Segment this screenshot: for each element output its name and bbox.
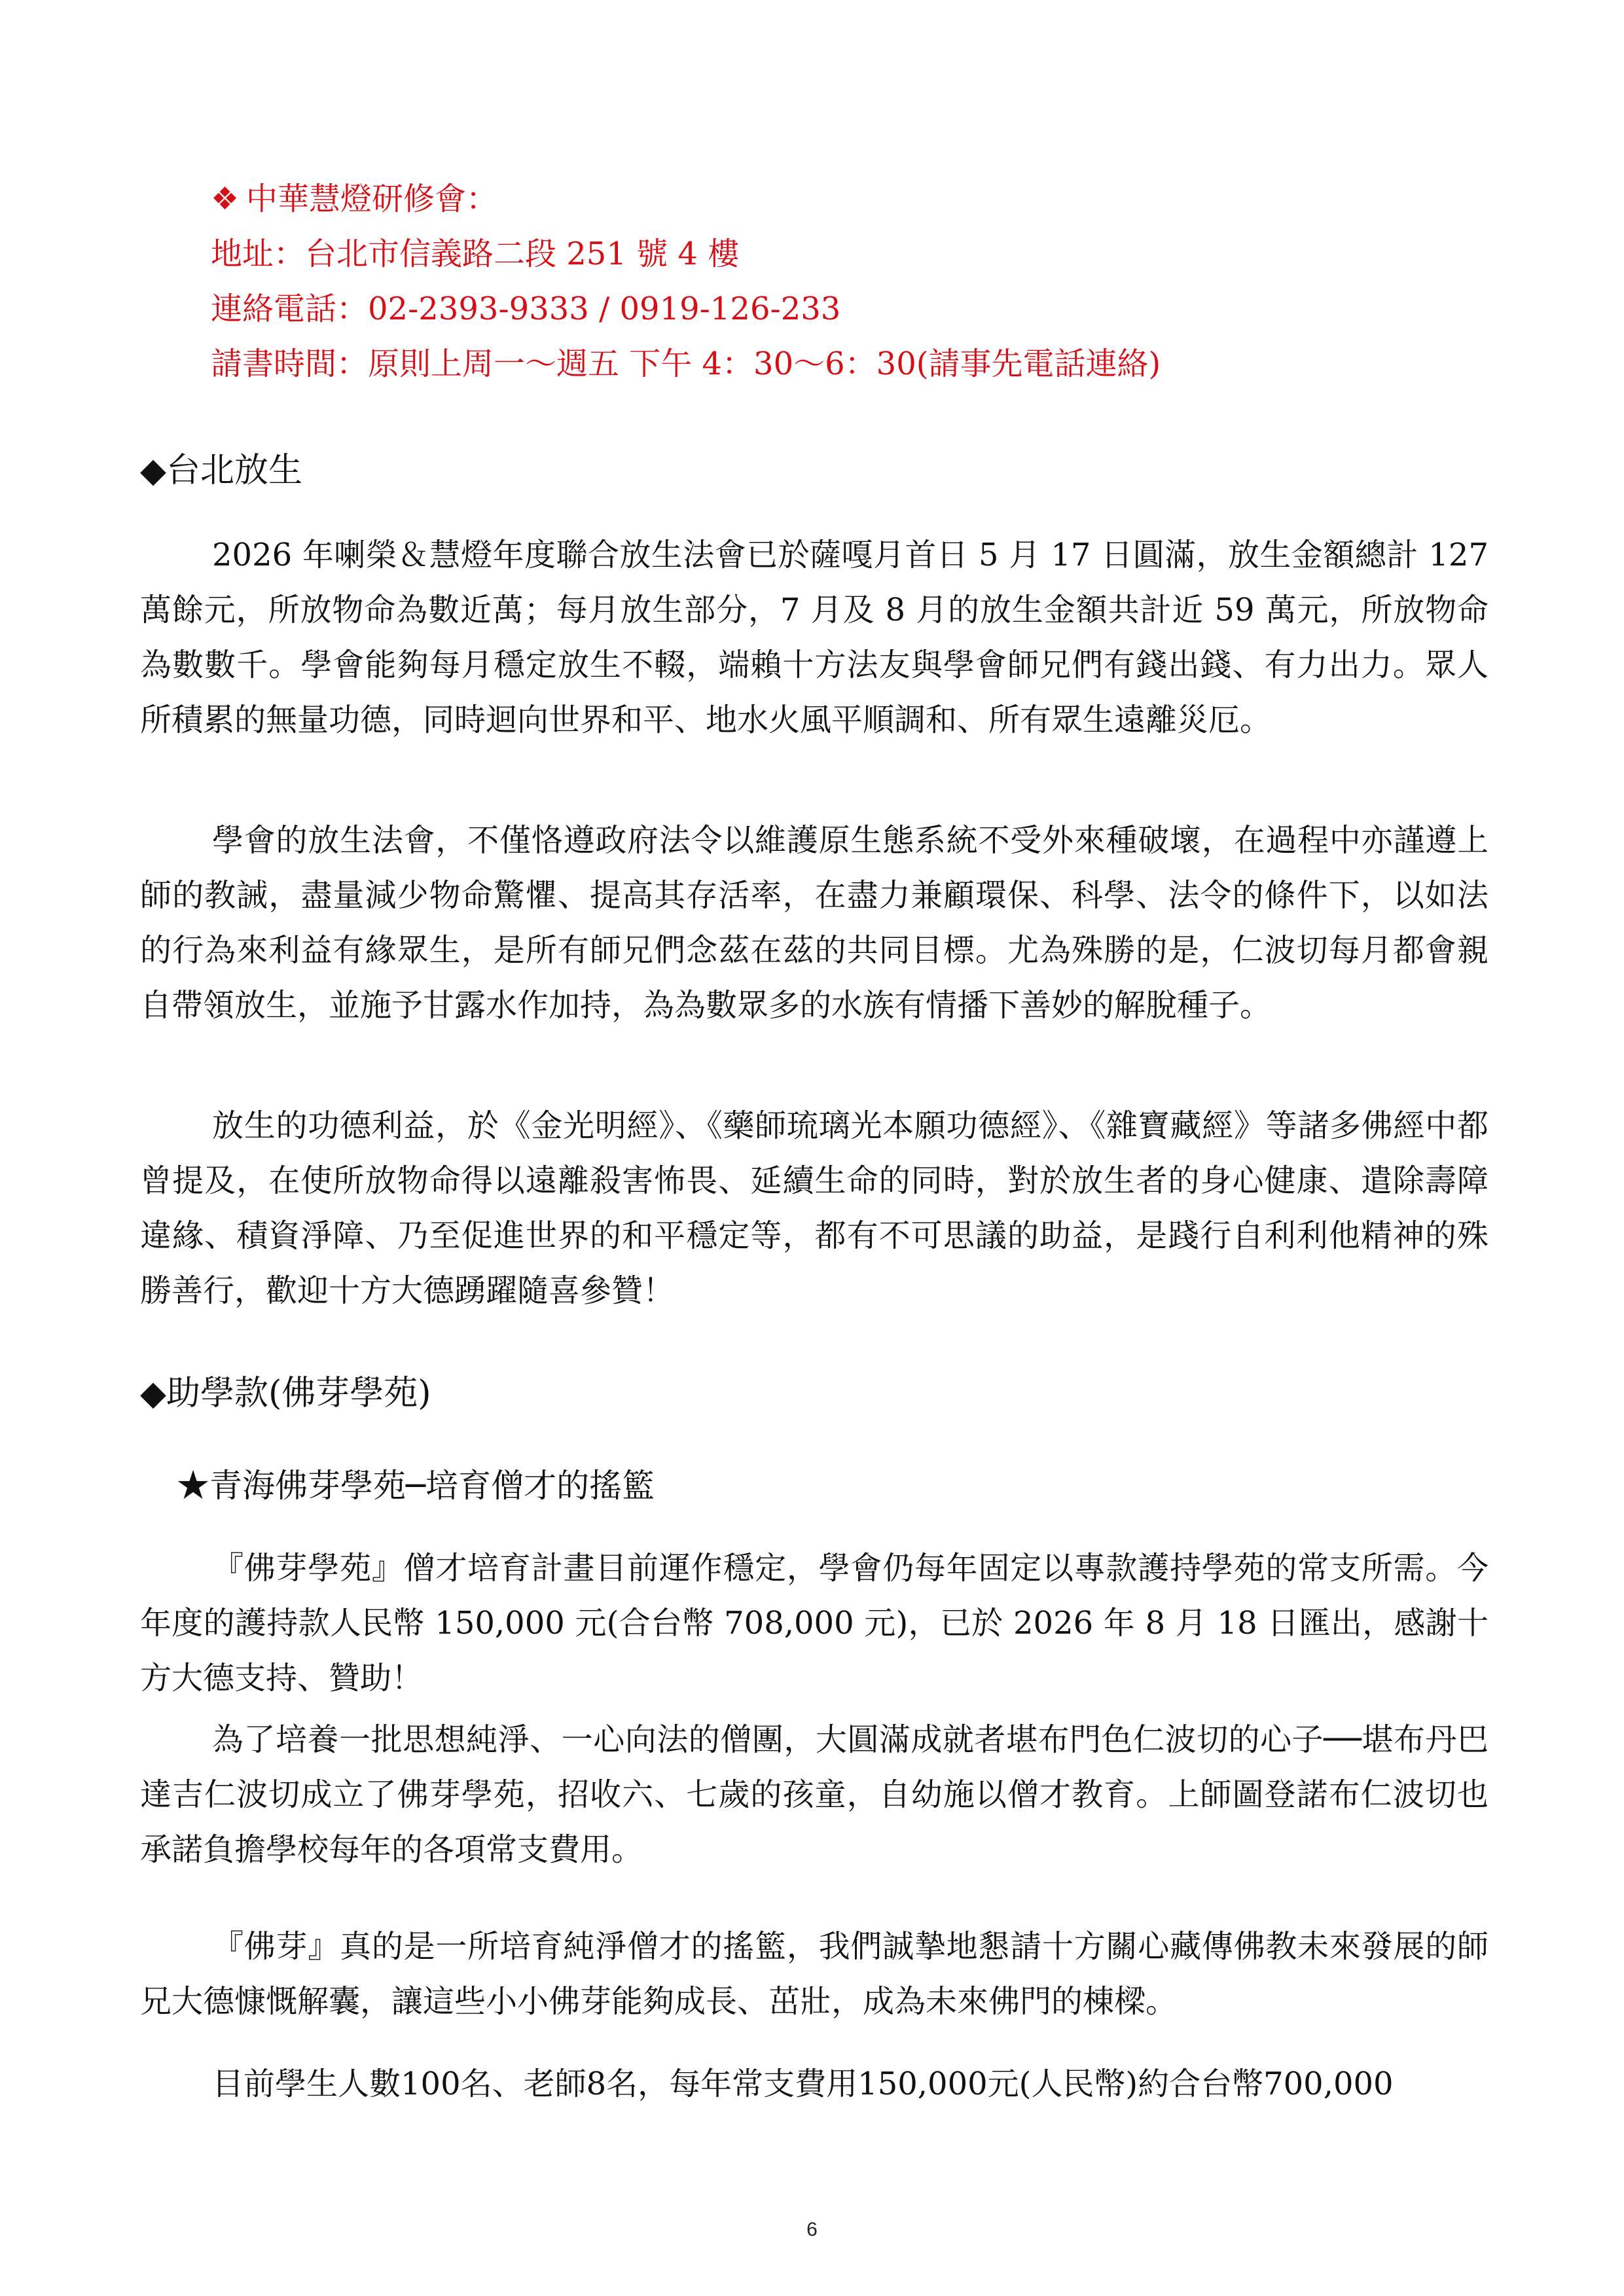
section-subheading-school: ★青海佛芽學苑─培育僧才的搖籃: [177, 1467, 655, 1505]
contact-org-name: 中華慧燈研修會：: [246, 181, 498, 217]
page-number: 6: [806, 2219, 818, 2240]
contact-hours: 請書時間：原則上周一～週五 下午 4：30～6：30(請事先電話連絡): [211, 346, 1161, 382]
school-paragraph-3: 『佛芽』真的是一所培育純淨僧才的搖籃，我們誠摯地懇請十方關心藏傳佛教未來發展的師兄大德慷慨解囊，讓這些小小佛芽能夠成長、茁壯，成為未來佛門的棟樑。: [140, 1928, 1489, 2020]
contact-block: [211, 171, 1161, 391]
release-paragraph-3: 放生的功德利益，於《金光明經》、《藥師琉璃光本願功德經》、《雜寶藏經》等諸多佛經中都曾提及，在使所放物命得以遠離殺害怖畏、延續生命的同時，對於放生者的身心健康、遣除壽障違緣、積資淨障、乃至促進世界的和平穩定等，都有不可思議的助益，是踐行自利利他精神的殊勝善行，歡迎十方大德踴躍隨喜參贊！: [140, 1107, 1489, 1309]
diamond-bullet-icon: ❖: [211, 181, 240, 217]
contact-address: 地址：台北市信義路二段 251 號 4 樓: [211, 236, 740, 272]
release-paragraph-2: 學會的放生法會，不僅恪遵政府法令以維護原生態系統不受外來種破壞，在過程中亦謹遵上師的教誡，盡量減少物命驚懼、提高其存活率，在盡力兼顧環保、科學、法令的條件下，以如法的行為來利益有緣眾生，是所有師兄們念茲在茲的共同目標。尤為殊勝的是，仁波切每月都會親自帶領放生，並施予甘露水作加持，為為數眾多的水族有情播下善妙的解脫種子。: [140, 822, 1489, 1024]
school-paragraph-4: 目前學生人數100名、老師8名，每年常支費用150,000元(人民幣)約合台幣700,000: [212, 2066, 1394, 2102]
school-paragraph-1: 『佛芽學苑』僧才培育計畫目前運作穩定，學會仍每年固定以專款護持學苑的常支所需。今年度的護持款人民幣 150,000 元(合台幣 708,000 元)，已於 2026 年 8 月 18 日匯出，感謝十方大德支持、贊助！: [140, 1550, 1489, 1696]
release-paragraph-1: 2026 年喇榮＆慧燈年度聯合放生法會已於薩嘎月首日 5 月 17 日圓滿，放生金額總計 127 萬餘元，所放物命為數近萬；每月放生部分，7 月及 8 月的放生金額共計近 59 萬元，所放物命為數數千。學會能夠每月穩定放生不輟，端賴十方法友與學會師兄們有錢出錢、有力出力。眾人所積累的無量功德，同時迴向世界和平、地水火風平順調和、所有眾生遠離災厄。: [140, 537, 1489, 738]
section-heading-school: ◆助學款(佛芽學苑): [140, 1374, 431, 1413]
section-heading-release: ◆台北放生: [140, 451, 302, 490]
contact-phone: 連絡電話：02-2393-9333 / 0919-126-233: [211, 291, 841, 327]
contact-org: [211, 171, 1161, 226]
school-paragraph-2: 為了培養一批思想純淨、一心向法的僧團，大圓滿成就者堪布門色仁波切的心子──堪布丹巴達吉仁波切成立了佛芽學苑，招收六、七歲的孩童，自幼施以僧才教育。上師圖登諾布仁波切也承諾負擔學校每年的各項常支費用。: [140, 1721, 1489, 1868]
